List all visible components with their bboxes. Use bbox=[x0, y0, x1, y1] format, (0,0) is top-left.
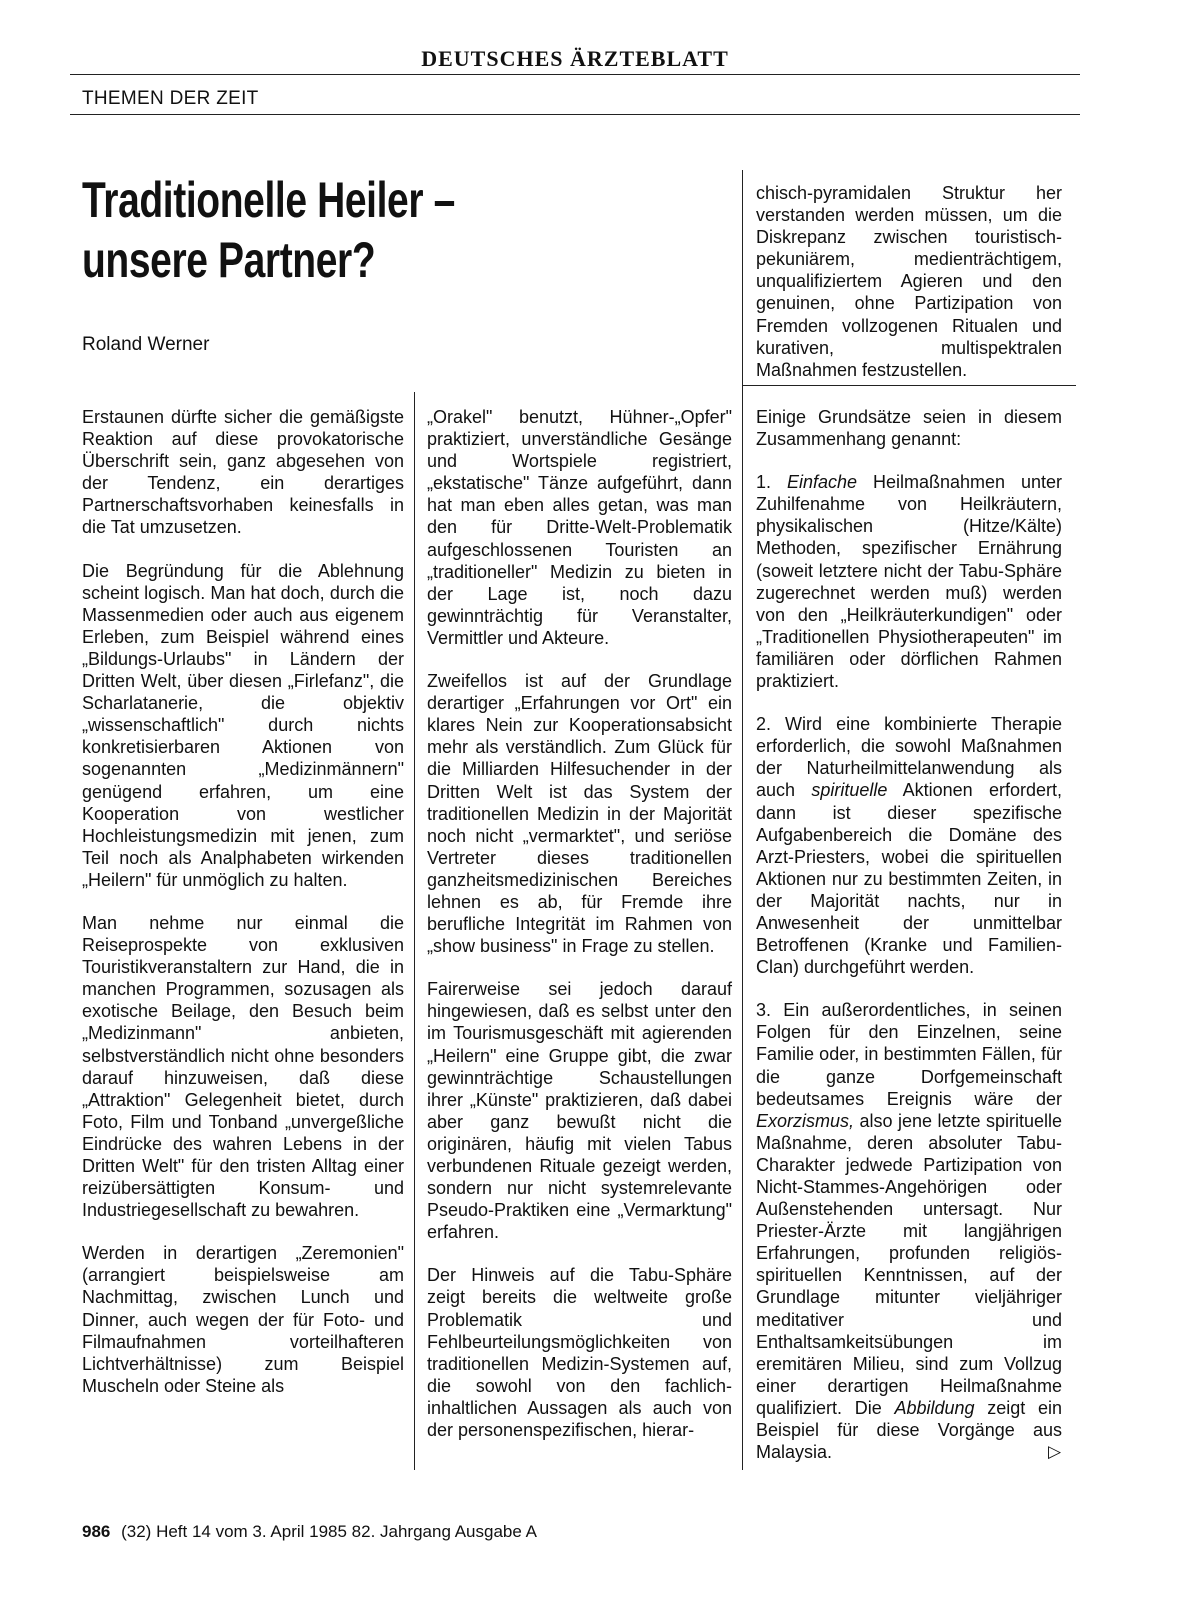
section-rule bbox=[70, 114, 1080, 115]
footer bbox=[82, 1522, 537, 1542]
headline-line-1: Traditionelle Heiler – bbox=[82, 172, 455, 228]
list-item: 2. Wird eine kombinierte Therapie erforderlich, die sowohl Maßnahmen der Naturheilmittelanwendung als auch spirituelle Aktionen erfordert, dann ist dieser spezifische Aufgabenbereich die Domäne des Arzt-Priesters, wobei die spirituellen Aktionen nur zu bestimmten Zeiten, in der Majorität nachts, nur in Anwesenheit der unmittelbar Betroffenen (Kranke und Familien-Clan) durchgeführt werden. bbox=[756, 714, 1062, 978]
paragraph: Erstaunen dürfte sicher die gemäßigste Reaktion auf diese provokatorische Überschrift sein, ganz abgesehen von der Tendenz, ein derartiges Partnerschaftsvorhaben keinesfalls in die Tat umzusetzen. bbox=[82, 407, 404, 538]
column-2 bbox=[427, 406, 732, 1462]
list-item: 3. Ein außerordentliches, in seinen Folgen für den Einzelnen, seine Familie oder, in bestimmten Fällen, für die ganze Dorfgemeinschaft bedeutsames Ereignis wäre der Exorzismus, also jene letzte spirituelle Maßnahme, deren absoluter Tabu-Charakter jedwede Partizipation von Nicht-Stammes-Angehörigen oder Außenstehenden untersagt. Nur Priester-Ärzte mit langjährigen Erfahrungen, profunden religiös-spirituellen Kenntnissen, auf der Grundlage mitunter vieljähriger meditativer und Enthaltsamkeitsübungen im eremitären Milieu, sind zum Vollzug einer derartigen Heilmaßnahme qualifiziert. Die Abbildung zeigt ein Beispiel für diese Vorgänge aus Malaysia. bbox=[756, 1000, 1063, 1463]
list-item: 1. Einfache Heilmaßnahmen unter Zuhilfenahme von Heilkräutern, physikalischen (Hitze/Kälte) Methoden, spezifischer Ernährung (soweit letztere nicht der Tabu-Sphäre zugerechnet werden muß) werden von den „Heilkräuterkundigen" oder „Traditionellen Physiotherapeuten" im familiären oder dörflichen Rahmen praktiziert. bbox=[756, 472, 1063, 692]
page-number: 986 bbox=[82, 1522, 111, 1541]
headline-line-2: unsere Partner? bbox=[82, 232, 376, 288]
section-label: THEMEN DER ZEIT bbox=[82, 88, 259, 109]
column-divider-1 bbox=[414, 392, 415, 1470]
column-3 bbox=[756, 406, 1062, 1484]
paragraph: Fairerweise sei jedoch darauf hingewiesen, daß es selbst unter den im Tourismusgeschäft mit agierenden „Heilern" eine Gruppe gibt, die zwar gewinnträchtige Schaustellungen ihrer „Künste" praktizieren, daß dabei aber ganz bewußt nicht die originären, häufig mit vielen Tabus verbundenen Rituale gezeigt werden, sondern nur nicht systemrelevante Pseudo-Praktiken eine „Vermarktung" erfahren. bbox=[427, 979, 732, 1243]
paragraph: Werden in derartigen „Zeremonien" (arrangiert beispielsweise am Nachmittag, zwischen Lunch und Dinner, auch wegen der für Foto- und Filmaufnahmen vorteilhafteren Lichtverhältnisse) zum Beispiel Muscheln oder Steine als bbox=[82, 1243, 404, 1396]
paragraph: Einige Grundsätze seien in diesem Zusammenhang genannt: bbox=[756, 407, 1062, 450]
paragraph: chisch-pyramidalen Struktur her verstanden werden müssen, um die Diskrepanz zwischen touristisch-pekuniärem, medienträchtigem, unqualifiziertem Agieren und den genuinen, ohne Partizipation von Fremden vollzogenen Ritualen und kurativen, multispektralen Maßnahmen festzustellen. bbox=[756, 183, 1062, 380]
masthead-rule bbox=[70, 74, 1080, 75]
paragraph: „Orakel" benutzt, Hühner-„Opfer" praktiziert, unverständliche Gesänge und Wortspiele registriert, „ekstatische" Tänze aufgeführt, dann hat man eben alles getan, was man den für Dritte-Welt-Problematik aufgeschlossenen Touristen an „traditioneller" Medizin zu bieten in der Lage ist, noch dazu gewinnträchtig für Veranstalter, Vermittler und Akteure. bbox=[427, 407, 732, 648]
author: Roland Werner bbox=[82, 334, 210, 355]
headline bbox=[82, 170, 581, 290]
paragraph: Zweifellos ist auf der Grundlage derartiger „Erfahrungen vor Ort" ein klares Nein zur Kooperationsabsicht mehr als verständlich. Zum Glück für die Milliarden Hilfesuchender in der Dritten Welt ist das System der traditionellen Medizin in der Majorität noch nicht „vermarktet", und seriöse Vertreter dieses traditionellen ganzheitsmedizinischen Bereiches lehnen es ab, für Fremde ihre berufliche Integrität im Rahmen von „show business" in Frage zu stellen. bbox=[427, 671, 732, 957]
column-3-top bbox=[756, 182, 1062, 402]
paragraph: Man nehme nur einmal die Reiseprospekte von exklusiven Touristikveranstaltern zur Hand, die in manchen Programmen, sozusagen als exotische Beilage, den Besuch beim „Medizinmann" anbieten, selbstverständlich nicht ohne besonders darauf hinzuweisen, daß diese „Attraktion" Gelegenheit bietet, durch Foto, Film und Tonband „unvergeßliche Eindrücke des wahren Lebens in der Dritten Welt" für den tristen Alltag einer reizübersättigten Konsum- und Industriegesellschaft zu bewahren. bbox=[82, 912, 404, 1221]
masthead: DEUTSCHES ÄRZTEBLATT bbox=[421, 46, 729, 71]
column-1 bbox=[82, 406, 404, 1418]
continue-arrow-icon: ▷ bbox=[1048, 1442, 1062, 1461]
column-divider-2 bbox=[742, 170, 743, 1470]
paragraph: Der Hinweis auf die Tabu-Sphäre zeigt bereits die weltweite große Problematik und Fehlbeurteilungsmöglichkeiten von traditionellen Medizin-Systemen auf, die sowohl von den fachlich-inhaltlichen Aussagen als auch von der personenspezifischen, hierar- bbox=[427, 1265, 732, 1441]
issue-info: (32) Heft 14 vom 3. April 1985 82. Jahrgang Ausgabe A bbox=[121, 1522, 537, 1541]
paragraph: Die Begründung für die Ablehnung scheint logisch. Man hat doch, durch die Massenmedien oder auch aus eigenem Erleben, zum Beispiel während eines „Bildungs-Urlaubs" in Ländern der Dritten Welt, über diesen „Firlefanz", die Scharlatanerie, die objektiv „wissenschaftlich" durch nichts konkretisierbaren Aktionen von sogenannten „Medizinmännern" genügend erfahren, um eine Kooperation von westlicher Hochleistungsmedizin mit jenen, zum Teil noch als Analphabeten wirkenden „Heilern" für unmöglich zu halten. bbox=[82, 560, 404, 890]
